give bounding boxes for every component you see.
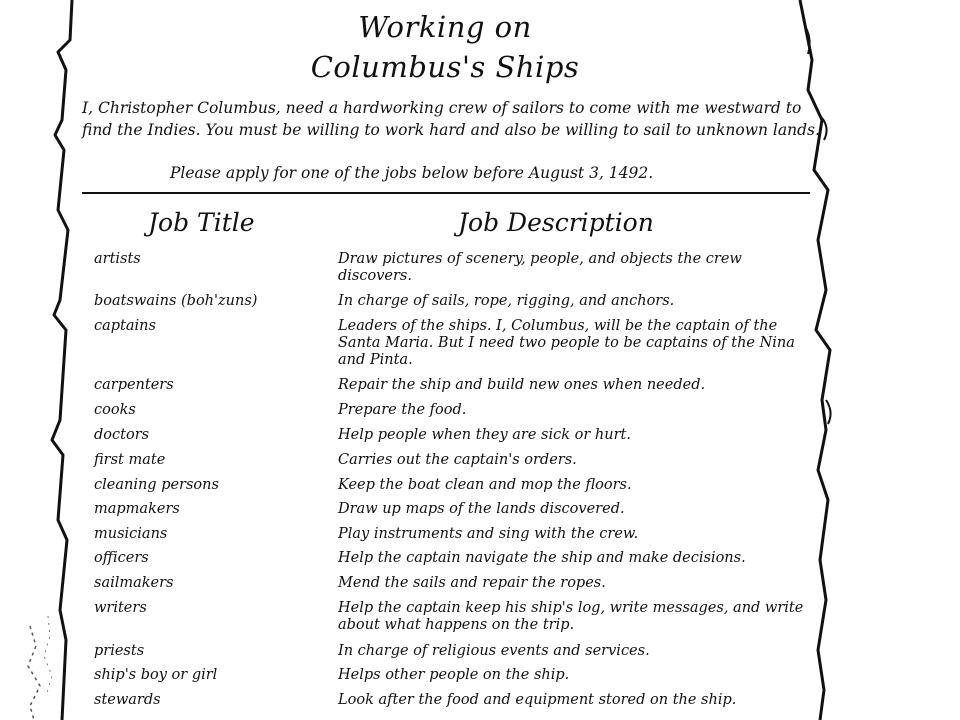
job-title-officers: officers (94, 550, 149, 566)
job-desc-cooks: Prepare the food. (338, 402, 467, 418)
job-desc-first-mate: Carries out the captain's orders. (338, 452, 577, 468)
job-title-sailmakers: sailmakers (94, 575, 174, 591)
job-title-first-mate: first mate (94, 452, 166, 468)
job-desc-officers: Help the captain navigate the ship and make decisions. (338, 550, 746, 566)
job-desc-cleaning-persons: Keep the boat clean and mop the floors. (338, 477, 632, 493)
job-title-ships-boy-or-girl: ship's boy or girl (94, 667, 218, 683)
job-title-header: Job Title (148, 208, 255, 237)
job-desc-mapmakers: Draw up maps of the lands discovered. (338, 501, 625, 517)
job-title-writers: writers (94, 600, 147, 616)
job-title-captains: captains (94, 318, 156, 334)
job-description-header: Job Description (458, 208, 654, 237)
job-title-cleaning-persons: cleaning persons (94, 477, 219, 493)
job-title-musicians: musicians (94, 526, 168, 542)
job-title-stewards: stewards (94, 692, 161, 708)
divider (82, 192, 810, 194)
page-title-line-1: Working on (358, 10, 532, 44)
job-title-boatswains: boatswains (boh'zuns) (94, 293, 258, 309)
job-title-priests: priests (94, 643, 145, 659)
page-title-line-2: Columbus's Ships (310, 50, 580, 84)
job-desc-sailmakers: Mend the sails and repair the ropes. (338, 575, 606, 591)
job-title-carpenters: carpenters (94, 377, 174, 393)
job-title-artists: artists (94, 251, 141, 267)
job-desc-captains: Leaders of the ships. I, Columbus, will be the captain of the Santa Maria. But I need two people to be captains of the Nina and Pinta. (338, 318, 795, 368)
job-desc-stewards: Look after the food and equipment stored on the ship. (338, 692, 737, 708)
job-title-cooks: cooks (94, 402, 136, 418)
intro-paragraph: I, Christopher Columbus, need a hardworking crew of sailors to come with me westward to find the Indies. You must be willing to work hard and also be willing to sail to unknown lands. (82, 99, 820, 139)
job-desc-ships-boy-or-girl: Helps other people on the ship. (338, 667, 570, 683)
job-desc-carpenters: Repair the ship and build new ones when needed. (338, 377, 706, 393)
job-desc-priests: In charge of religious events and services. (338, 643, 650, 659)
job-title-doctors: doctors (94, 427, 150, 443)
job-desc-artists: Draw pictures of scenery, people, and objects the crew discovers. (338, 251, 742, 284)
job-desc-writers: Help the captain keep his ship's log, write messages, and write about what happens on the trip. (338, 600, 804, 633)
job-title-mapmakers: mapmakers (94, 501, 180, 517)
apply-deadline: Please apply for one of the jobs below before August 3, 1492. (170, 164, 654, 182)
job-desc-doctors: Help people when they are sick or hurt. (338, 427, 631, 443)
job-desc-musicians: Play instruments and sing with the crew. (338, 526, 639, 542)
job-desc-boatswains: In charge of sails, rope, rigging, and anchors. (338, 293, 675, 309)
